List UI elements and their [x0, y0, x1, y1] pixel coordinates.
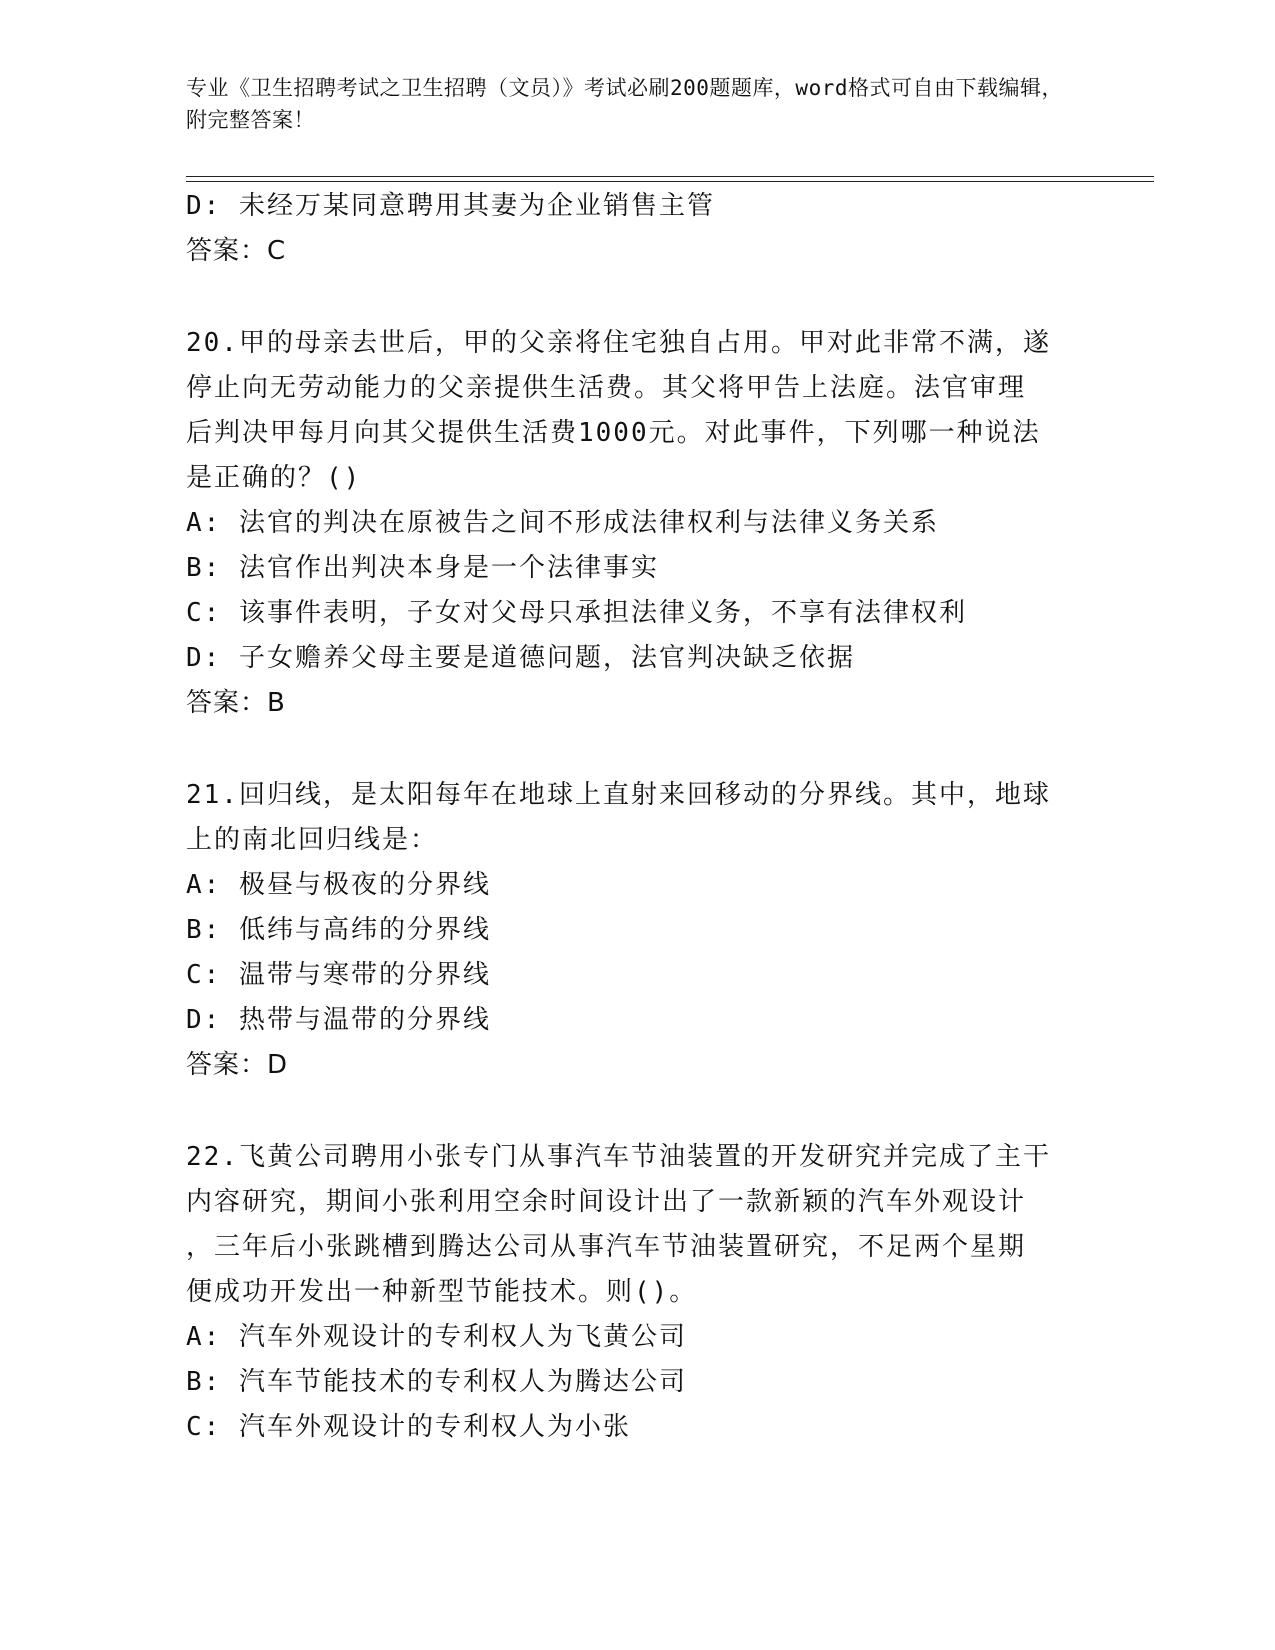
q21-option-c: C: 温带与寒带的分界线: [186, 960, 491, 990]
q20-option-b: B: 法官作出判决本身是一个法律事实: [186, 553, 659, 583]
q21-option-d: D: 热带与温带的分界线: [186, 1005, 491, 1035]
q21-stem-line: 上的南北回归线是：: [186, 825, 439, 855]
q22-stem-line: 内容研究，期间小张利用空余时间设计出了一款新颖的汽车外观设计: [186, 1187, 1027, 1217]
q20-stem-line: 20.甲的母亲去世后，甲的父亲将住宅独自占用。甲对此非常不满，遂: [186, 328, 1051, 358]
q20-option-c: C: 该事件表明，子女对父母只承担法律义务，不享有法律权利: [186, 598, 967, 628]
q20-stem-line: 后判决甲每月向其父提供生活费1000元。对此事件，下列哪一种说法: [186, 418, 1041, 448]
prev-option-d: D: 未经万某同意聘用其妻为企业销售主管: [186, 191, 715, 221]
q20-stem-line: 是正确的？(): [186, 463, 362, 493]
q21-option-b: B: 低纬与高纬的分界线: [186, 915, 491, 945]
document-header-title: 专业《卫生招聘考试之卫生招聘（文员）》考试必刷200题题库，word格式可自由下载编辑，附完整答案！: [186, 76, 1063, 132]
prev-answer: 答案：C: [186, 236, 287, 266]
q22-option-b: B: 汽车节能技术的专利权人为腾达公司: [186, 1367, 687, 1397]
header-divider-top: [186, 176, 1154, 177]
q22-stem-line: 便成功开发出一种新型节能技术。则()。: [186, 1277, 698, 1307]
q20-answer: 答案：B: [186, 688, 286, 718]
q22-stem-line: ，三年后小张跳槽到腾达公司从事汽车节油装置研究，不足两个星期: [186, 1232, 1027, 1262]
q21-answer: 答案：D: [186, 1050, 289, 1080]
q22-option-a: A: 汽车外观设计的专利权人为飞黄公司: [186, 1322, 687, 1352]
q22-stem-line: 22.飞黄公司聘用小张专门从事汽车节油装置的开发研究并完成了主干: [186, 1142, 1051, 1172]
q22-option-c: C: 汽车外观设计的专利权人为小张: [186, 1412, 631, 1442]
q20-stem-line: 停止向无劳动能力的父亲提供生活费。其父将甲告上法庭。法官审理: [186, 373, 1027, 403]
q20-option-a: A: 法官的判决在原被告之间不形成法律权利与法律义务关系: [186, 508, 939, 538]
q21-stem-line: 21.回归线，是太阳每年在地球上直射来回移动的分界线。其中，地球: [186, 780, 1051, 810]
q20-option-d: D: 子女赡养父母主要是道德问题，法官判决缺乏依据: [186, 643, 855, 673]
q21-option-a: A: 极昼与极夜的分界线: [186, 870, 491, 900]
header-divider-bottom: [186, 181, 1154, 182]
